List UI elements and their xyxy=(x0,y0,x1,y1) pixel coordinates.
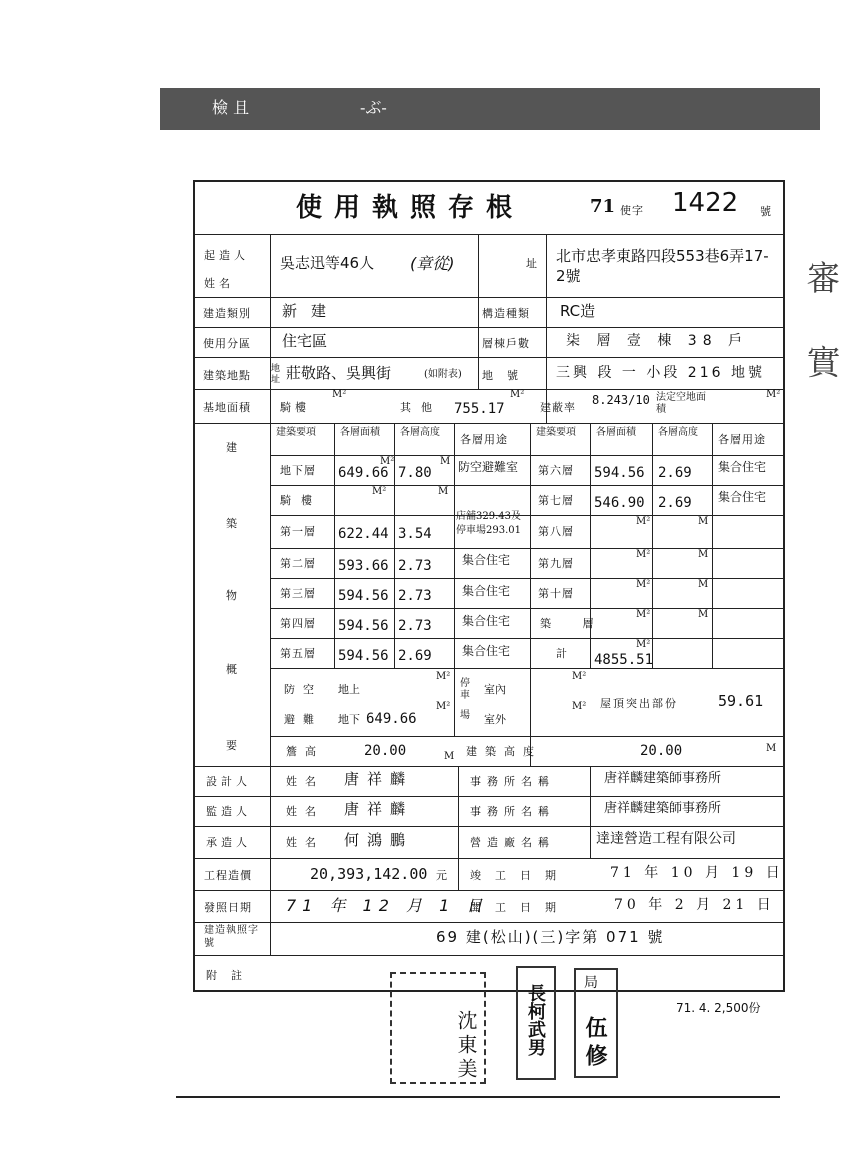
supervisor-name-label: 姓名 xyxy=(286,805,324,818)
permit-value: 69 建(松山)(三)字第 071 號 xyxy=(436,928,665,946)
floor-area: 593.66 xyxy=(338,558,389,574)
floor-use: 集合住宅 xyxy=(462,614,511,628)
floor-name: 第八層 xyxy=(538,525,574,538)
hdr-height-left: 各層高度 xyxy=(400,427,440,438)
contractor-office-label: 營造廠名稱 xyxy=(470,836,555,849)
rule xyxy=(270,455,785,456)
unit-m2: M² xyxy=(636,516,651,527)
building-side-2: 築 xyxy=(226,517,241,530)
floor-use: 店舖329.43及停車場293.01 xyxy=(456,511,521,536)
floor-area: 622.44 xyxy=(338,526,389,542)
roof-label: 屋頂突出部份 xyxy=(600,697,678,710)
unit-m2: M² xyxy=(380,456,395,467)
parking-label-1: 停車 xyxy=(460,678,470,701)
rule-v xyxy=(270,234,271,955)
building-side-4: 概 xyxy=(226,663,241,676)
floor-area: 594.56 xyxy=(594,465,645,481)
building-side-1: 建 xyxy=(226,441,241,454)
eave-value: 20.00 xyxy=(364,743,407,759)
site-note: (如附表) xyxy=(424,369,462,380)
finish-label: 竣工日期 xyxy=(470,869,570,882)
floor-use: 集合住宅 xyxy=(462,584,511,598)
rule xyxy=(193,955,785,956)
remarks-label: 附註 xyxy=(206,969,256,982)
floor-name: 第七層 xyxy=(538,494,574,507)
rule xyxy=(193,357,785,358)
contractor-role: 承造人 xyxy=(206,836,251,849)
cost-value: 20,393,142.00 xyxy=(310,865,428,883)
rule-v xyxy=(712,423,713,668)
floor-name: 第十層 xyxy=(538,587,574,600)
floor-height: 3.54 xyxy=(398,526,432,542)
floor-height: 2.69 xyxy=(658,465,692,481)
floor-area: 594.56 xyxy=(338,588,389,604)
stamp-1: 沈東美 xyxy=(454,1010,478,1082)
floor-height: 2.69 xyxy=(658,495,692,511)
floor-name: 築 層 xyxy=(540,617,608,630)
parking-in-label: 室內 xyxy=(484,683,506,696)
site-value: 莊敬路、吳興街 xyxy=(286,364,392,382)
eave-label: 簷高 xyxy=(286,745,324,758)
unit-m2: M² xyxy=(372,486,387,497)
stamp-3-top: 局 xyxy=(584,975,598,991)
designer-office-label: 事務所名稱 xyxy=(470,775,555,788)
other-value: 755.17 xyxy=(454,401,505,417)
floor-use: 集合住宅 xyxy=(462,644,511,658)
shelter-above-label: 地上 xyxy=(338,683,360,696)
issue-value: 71 年 12 月 1 日 xyxy=(286,896,489,915)
floor-name: 第四層 xyxy=(280,617,316,630)
rule xyxy=(193,297,785,298)
rule-v xyxy=(590,766,591,858)
designer-name: 唐祥麟 xyxy=(344,770,414,788)
unit-m2: M² xyxy=(636,549,651,560)
unit-m: M xyxy=(698,549,709,560)
parking-label-2: 場 xyxy=(460,710,470,721)
supervisor-office-label: 事務所名稱 xyxy=(470,805,555,818)
form-year: 71 xyxy=(590,196,616,217)
permit-label: 建造執照字號 xyxy=(204,925,259,949)
form-title: 使用執照存根 xyxy=(296,193,525,223)
structure-label: 構造種類 xyxy=(482,307,530,320)
rule xyxy=(193,234,785,235)
rule-v xyxy=(454,423,455,736)
floor-use: 集合住宅 xyxy=(462,553,511,567)
unit-m2: M² xyxy=(636,579,651,590)
form-number: 1422 xyxy=(672,188,739,218)
unit-m2: M² xyxy=(436,701,451,712)
supervisor-name: 唐祥麟 xyxy=(344,800,414,818)
rule-v xyxy=(458,766,459,890)
hdr-use-left: 各層用途 xyxy=(460,433,508,446)
rule xyxy=(270,668,785,669)
zone-value: 住宅區 xyxy=(282,332,328,350)
header-mark: -ぶ- xyxy=(360,98,387,117)
rule xyxy=(193,826,785,827)
unit-m2: M² xyxy=(572,701,587,712)
designer-office: 唐祥麟建築師事務所 xyxy=(604,771,722,786)
land-label: 地號 xyxy=(482,369,532,382)
applicant-address: 北市忠孝東路四段553巷6弄17-2號 xyxy=(556,247,769,285)
floor-use: 集合住宅 xyxy=(718,490,767,504)
issue-label: 發照日期 xyxy=(204,901,252,914)
rule-v xyxy=(530,423,531,766)
rule xyxy=(270,638,785,639)
unit-m: M xyxy=(440,456,451,467)
rule-v xyxy=(334,423,335,668)
site-addr-label: 地址 xyxy=(271,364,281,385)
rule xyxy=(193,890,785,891)
unit-m: M xyxy=(698,609,709,620)
supervisor-role: 監造人 xyxy=(206,805,251,818)
rule-v xyxy=(478,234,479,389)
count-value: 柒 層 壹 棟 38 戶 xyxy=(566,333,749,349)
type-label: 建造類別 xyxy=(203,307,251,320)
roof-value: 59.61 xyxy=(718,692,764,710)
finish-value: 71 年 10 月 19 日 xyxy=(610,865,784,881)
floor-height: 7.80 xyxy=(398,465,432,481)
stamp-2: 長柯武男 xyxy=(525,984,546,1056)
applicant-name-label: 姓名 xyxy=(204,277,234,290)
applicant-seal: (章從) xyxy=(410,254,455,273)
unit-m2: M² xyxy=(436,671,451,682)
floor-height: 2.73 xyxy=(398,558,432,574)
floor-name: 計 xyxy=(556,647,571,660)
contractor-name-label: 姓名 xyxy=(286,836,324,849)
start-value: 70 年 2 月 21 日 xyxy=(614,897,775,913)
coverage-label: 建蔽率 xyxy=(540,401,576,414)
type-value: 新建 xyxy=(282,302,341,320)
rule xyxy=(270,736,785,737)
unit-m2: M² xyxy=(332,389,347,400)
stamp-3: 伍修 xyxy=(582,1016,608,1072)
cost-unit: 元 xyxy=(436,869,447,882)
applicant-name: 吳志迅等46人 xyxy=(280,254,375,272)
unit-m: M xyxy=(698,579,709,590)
legal-space-label: 法定空地面積 xyxy=(656,392,706,415)
parking-out-label: 室外 xyxy=(484,713,506,726)
floor-area: 546.90 xyxy=(594,495,645,511)
hdr-area-left: 各層面積 xyxy=(340,427,380,438)
building-side-5: 要 xyxy=(226,739,241,752)
unit-m2: M² xyxy=(510,389,525,400)
floor-name: 第五層 xyxy=(280,647,316,660)
unit-m: M xyxy=(698,516,709,527)
shelter-below-label: 地下 xyxy=(338,713,360,726)
bheight-value: 20.00 xyxy=(640,743,683,759)
floor-use: 防空避難室 xyxy=(458,460,519,474)
floor-name: 第三層 xyxy=(280,587,316,600)
start-label: 開工日期 xyxy=(470,901,570,914)
hdr-area-right: 各層面積 xyxy=(596,427,636,438)
unit-m: M xyxy=(766,743,777,754)
floor-name: 第九層 xyxy=(538,557,574,570)
unit-m2: M² xyxy=(636,639,651,650)
contractor-name: 何鴻鵬 xyxy=(344,831,414,849)
unit-m2: M² xyxy=(572,671,587,682)
floor-name: 第六層 xyxy=(538,464,574,477)
rule-v xyxy=(652,423,653,668)
hdr-item-right: 建築要項 xyxy=(536,427,576,438)
area-label: 基地面積 xyxy=(203,401,251,414)
bheight-label: 建築高度 xyxy=(466,745,542,758)
count-label: 層棟戶數 xyxy=(482,337,530,350)
hdr-use-right: 各層用途 xyxy=(718,433,766,446)
land-value: 三興 段 一 小段 216 地號 xyxy=(556,365,765,381)
address-label: 址 xyxy=(526,257,541,270)
unit-m: M xyxy=(438,486,449,497)
floor-use: 集合住宅 xyxy=(718,460,767,474)
other-label: 其他 xyxy=(400,401,442,414)
shelter-label-1: 防空 xyxy=(284,683,322,696)
rule xyxy=(193,423,785,424)
contractor-office: 達達營造工程有限公司 xyxy=(596,831,736,847)
rule-v xyxy=(546,234,547,423)
floor-area: 649.66 xyxy=(338,465,389,481)
shelter-label-2: 避難 xyxy=(284,713,322,726)
floor-area: 594.56 xyxy=(338,618,389,634)
floor-height: 2.73 xyxy=(398,618,432,634)
rule xyxy=(270,485,785,486)
site-label: 建築地點 xyxy=(203,369,251,382)
hdr-item-left: 建築要項 xyxy=(276,427,316,438)
scan-rule xyxy=(176,1096,780,1098)
floor-name: 第一層 xyxy=(280,525,316,538)
floor-name: 第二層 xyxy=(280,557,316,570)
floor-name: 騎樓 xyxy=(280,494,322,507)
floor-height: 2.73 xyxy=(398,588,432,604)
unit-m: M xyxy=(444,751,455,762)
rule xyxy=(193,766,785,767)
rule xyxy=(193,796,785,797)
cost-label: 工程造價 xyxy=(204,869,252,882)
hdr-height-right: 各層高度 xyxy=(658,427,698,438)
rule xyxy=(193,922,785,923)
designer-name-label: 姓名 xyxy=(286,775,324,788)
floor-height: 2.69 xyxy=(398,648,432,664)
arcade-label: 騎樓 xyxy=(280,401,310,414)
scan-header-strip xyxy=(160,88,820,130)
applicant-label: 起造人 xyxy=(204,249,249,262)
coverage-value: 8.243/10 xyxy=(592,393,650,407)
rule xyxy=(193,327,785,328)
form-doc-label: 使字 xyxy=(620,204,644,217)
supervisor-office: 唐祥麟建築師事務所 xyxy=(604,801,722,816)
shelter-below-value: 649.66 xyxy=(366,711,417,727)
floor-area: 594.56 xyxy=(338,648,389,664)
designer-role: 設計人 xyxy=(206,775,251,788)
rule-v xyxy=(590,423,591,668)
print-info: 71. 4. 2,500份 xyxy=(676,1001,761,1015)
rule xyxy=(193,389,785,390)
zone-label: 使用分區 xyxy=(203,337,251,350)
unit-m2: M² xyxy=(636,609,651,620)
floor-total-area: 4855.51 xyxy=(594,652,654,668)
building-side-3: 物 xyxy=(226,589,241,602)
form-suffix: 號 xyxy=(760,205,775,218)
structure-value: RC造 xyxy=(560,302,596,320)
header-stamp: 檢 且 xyxy=(212,98,250,117)
unit-m2: M² xyxy=(766,389,781,400)
floor-name: 地下層 xyxy=(280,464,316,477)
rule xyxy=(193,858,785,859)
side-marks: 審 實 xyxy=(800,260,840,399)
